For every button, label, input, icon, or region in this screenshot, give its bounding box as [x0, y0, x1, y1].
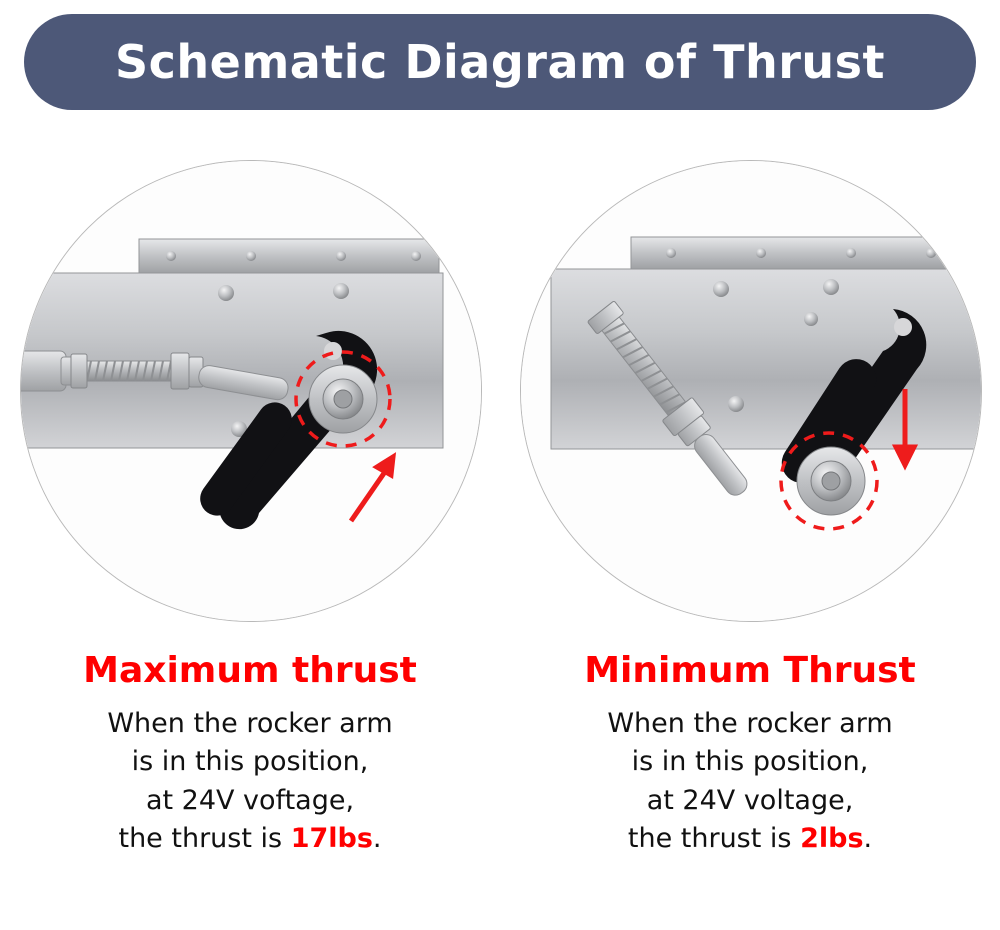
caption-line-4	[0, 820, 500, 858]
caption-min-thrust	[500, 650, 1000, 858]
thrust-suffix: .	[372, 822, 382, 854]
title-banner	[24, 14, 976, 110]
panel-max-thrust	[0, 130, 500, 930]
panel-min-thrust	[500, 130, 1000, 930]
thrust-value: 17lbs	[290, 822, 373, 854]
caption-title-max: Maximum thrust	[83, 650, 417, 691]
thrust-suffix: .	[863, 822, 873, 854]
thrust-value: 2lbs	[800, 822, 864, 854]
caption-max-thrust	[0, 650, 500, 858]
caption-body-min	[500, 705, 1000, 858]
diagram-max-thrust-svg	[21, 161, 481, 621]
caption-line-3: at 24V voftage,	[145, 784, 355, 816]
caption-line-2: is in this position,	[631, 746, 869, 778]
thrust-prefix: the thrust is	[118, 822, 291, 854]
caption-line-2: is in this position,	[131, 746, 369, 778]
caption-line-4	[500, 820, 1000, 858]
photo-min-thrust	[520, 160, 982, 622]
photo-max-thrust	[20, 160, 482, 622]
caption-title-min: Minimum Thrust	[584, 650, 916, 691]
thrust-prefix: the thrust is	[627, 822, 801, 854]
caption-body-max	[0, 705, 500, 858]
page-title: Schematic Diagram of Thrust	[114, 35, 885, 89]
caption-line-1: When the rocker arm	[607, 708, 893, 739]
caption-line-3: at 24V voltage,	[646, 784, 854, 816]
caption-line-1: When the rocker arm	[107, 708, 393, 739]
panels-container	[0, 130, 1000, 930]
diagram-min-thrust-svg	[521, 161, 981, 621]
